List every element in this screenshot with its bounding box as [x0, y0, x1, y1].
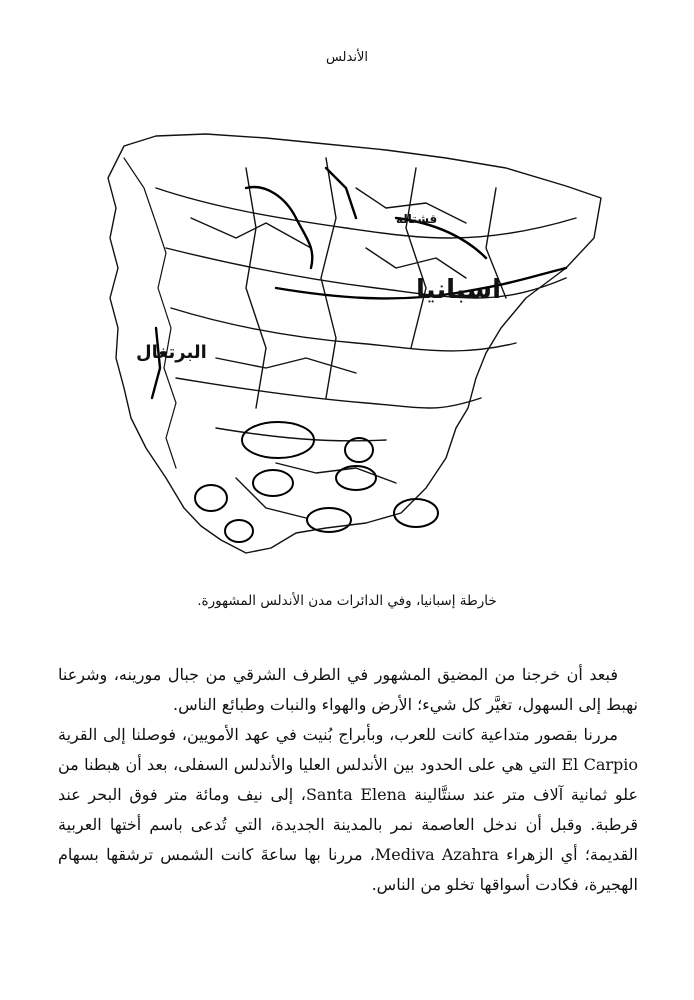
paragraph-2-part-d: ، مررنا بها ساعةَ كانت الشمس ترشقها بسهام الهجيرة، فكادت أسواقها تخلو من الناس. — [58, 845, 638, 894]
page-header: الأندلس — [325, 50, 368, 65]
svg-text:قشتالة: قشتالة — [396, 212, 438, 226]
figure-caption: خارطة إسبانيا، وفي الدائرات مدن الأندلس المشهورة. — [197, 593, 497, 609]
paragraph-1: فبعد أن خرجنا من المضيق المشهور في الطرف الشرقي من جبال مورينه، وشرعنا نهبط إلى السهول، تغيَّر كل شيء؛ الأرض والهواء والنبات وطبائع الناس. — [58, 665, 638, 714]
svg-text:اسبانيا: اسبانيا — [416, 275, 501, 305]
paragraph-2-part-b: التي هي على الحدود بين الأندلس العليا والأندلس السفلى، بعد أن هبطنا من علو ثمانية آلاف متر عند سنتَّالينة — [58, 755, 638, 804]
place-santa-elena: Santa Elena — [305, 785, 407, 804]
place-el-carpio: El Carpio — [561, 755, 638, 774]
paragraph-2-part-c: ، إلى نيف ومائة متر فوق البحر عند قرطبة. وقبل أن ندخل العاصمة نمر بالمدينة الجديدة، التي تُدعى باسم أختها العربية القديمة؛ أي الزهراء — [58, 785, 638, 864]
map-figure — [96, 128, 616, 568]
article-body — [58, 660, 638, 900]
map-of-spain-icon — [96, 128, 616, 568]
place-mediva-azahra: Mediva Azahra — [374, 845, 499, 864]
paragraph-2 — [58, 720, 638, 900]
paragraph-2-part-a: مررنا بقصور متداعية كانت للعرب، وبأبراج بُنيت في عهد الأمويين، فوصلنا إلى القرية — [58, 725, 618, 744]
svg-text:البرتغال: البرتغال — [136, 342, 207, 363]
